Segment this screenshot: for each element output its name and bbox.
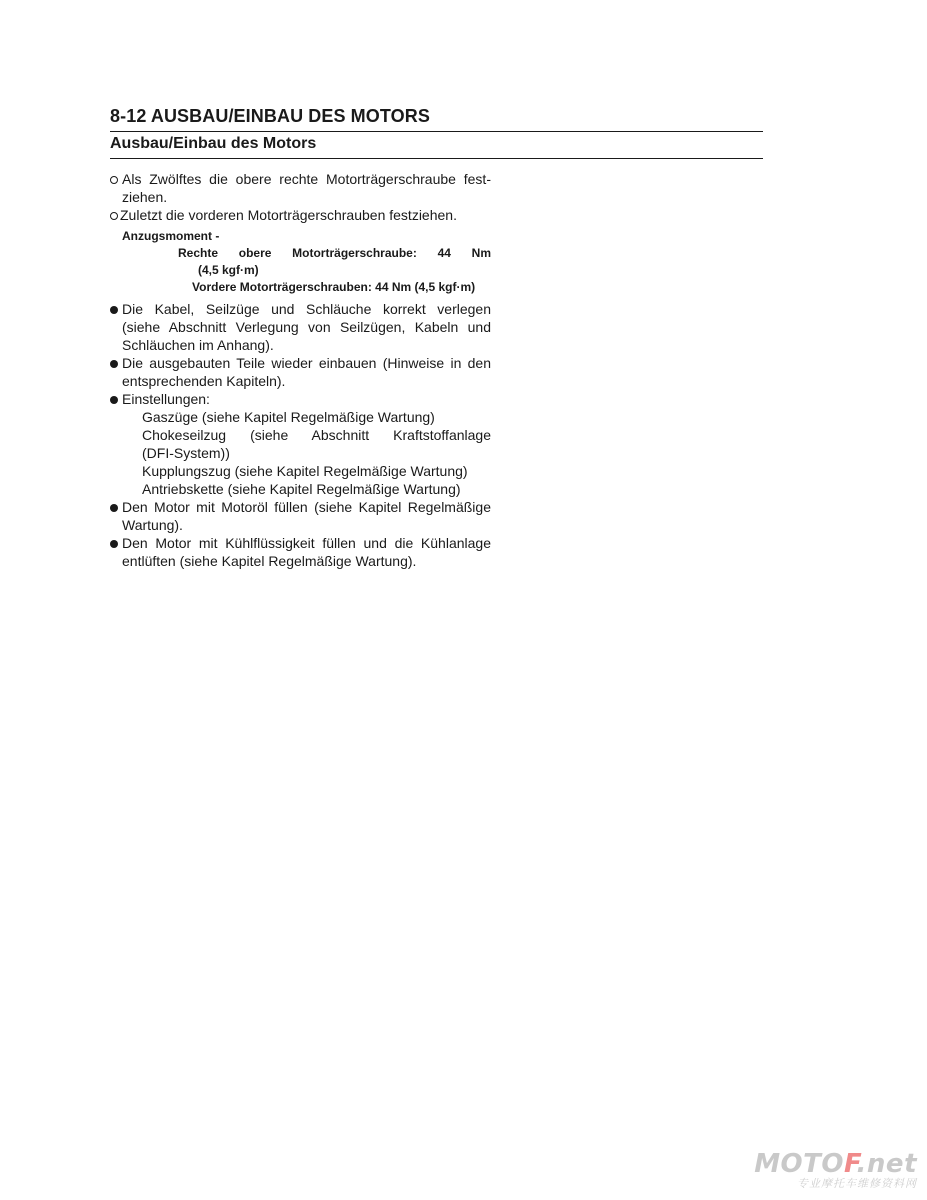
adjustment-item: Chokeseilzug (siehe Abschnitt Kraftstoffanlage [142,427,491,443]
title-rule [110,131,763,132]
watermark-logo-main: MOTO [754,1149,845,1179]
bullet-text-line: (siehe Abschnitt Verlegung von Seilzügen, Kabeln und [122,319,491,335]
step-item [110,206,491,224]
watermark [747,1150,917,1190]
adjustment-item: Antriebskette (siehe Kapitel Regelmäßige Wartung) [142,481,461,497]
bullet-item [110,534,491,570]
step-text-line: Zuletzt die vorderen Motorträgerschrauben festziehen. [120,207,457,223]
watermark-tagline: 专业摩托车维修资料网 [797,1178,917,1190]
page-title: 8-12 AUSBAU/EINBAU DES MOTORS [110,106,430,126]
bullet-item [110,354,491,390]
bullet-dot-icon [110,498,118,516]
bullet-text-line: Schläuchen im Anhang). [122,337,274,353]
torque-upper-right-kgf: (4,5 kgf·m) [198,263,259,277]
torque-heading: Anzugsmoment - [122,229,220,243]
watermark-logo-suffix: .net [856,1149,917,1179]
adjustment-item: (DFI-System)) [142,445,230,461]
bullet-text-line: Die ausgebauten Teile wieder einbauen (Hinweise in den [122,355,491,371]
bullet-dot-icon [110,534,118,552]
watermark-logo [747,1150,917,1178]
adjustment-item: Kupplungszug (siehe Kapitel Regelmäßige Wartung) [142,463,468,479]
circle-marker-icon [110,170,118,188]
bullet-text-line: Wartung). [122,517,183,533]
bullet-dot-icon [110,300,118,318]
instruction-column [110,170,491,570]
bullet-text-line: Den Motor mit Kühlflüssigkeit füllen und die Kühlanlage [122,535,491,551]
torque-upper-right: Rechte obere Motorträgerschraube: 44 Nm [178,246,491,260]
bullet-text-line: entsprechenden Kapiteln). [122,373,286,389]
bullet-dot-icon [110,390,118,408]
section-rule [110,158,763,159]
torque-front: Vordere Motorträgerschrauben: 44 Nm (4,5 kgf·m) [192,280,476,294]
torque-spec-block [110,228,491,296]
step-item [110,170,491,206]
section-title: Ausbau/Einbau des Motors [110,135,317,152]
bullet-dot-icon [110,354,118,372]
circle-marker-icon [110,206,118,224]
step-text-line: ziehen. [122,189,168,205]
bullet-text-line: Die Kabel, Seilzüge und Schläuche korrekt verlegen [122,301,491,317]
step-text-line: Als Zwölftes die obere rechte Motorträgerschraube fest- [122,171,491,187]
bullet-text-line: Den Motor mit Motoröl füllen (siehe Kapitel Regelmäßige [122,499,491,515]
bullet-item [110,300,491,354]
bullet-item [110,498,491,534]
bullet-text-line: Einstellungen: [122,391,210,407]
watermark-logo-f: F [844,1149,857,1179]
adjustment-item: Gaszüge (siehe Kapitel Regelmäßige Wartung) [142,409,435,425]
bullet-item [110,390,491,498]
bullet-text-line: entlüften (siehe Kapitel Regelmäßige Wartung). [122,553,417,569]
